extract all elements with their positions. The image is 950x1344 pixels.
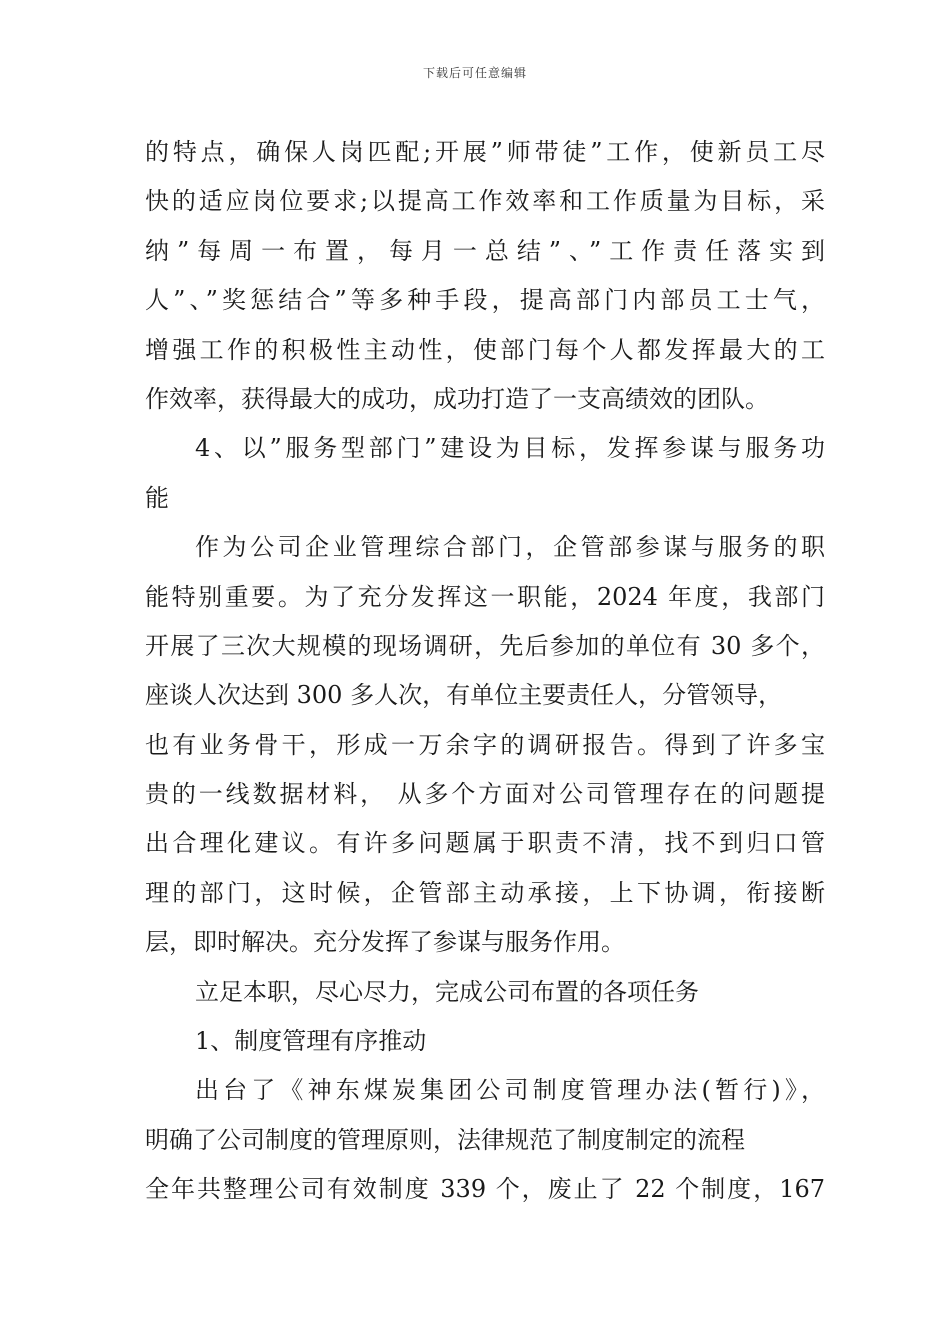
- paragraph-line: 出合理化建议。有许多问题属于职责不清，找不到归口管: [145, 829, 825, 858]
- paragraph-line: 开展了三次大规模的现场调研，先后参加的单位有 30 多个，: [145, 631, 825, 660]
- paragraph-line: 座谈人次达到 300 多人次，有单位主要责任人，分管领导，: [145, 681, 783, 710]
- paragraph-line: 纳”每周一布置，每月一总结”、”工作责任落实到: [145, 236, 825, 265]
- paragraph-line: 理的部门，这时候，企管部主动承接，上下协调，衔接断: [145, 878, 825, 907]
- section-heading-line: 4、以”服务型部门”建设为目标，发挥参谋与服务功: [195, 434, 825, 463]
- subsection-heading-line: 1、制度管理有序推动: [195, 1027, 427, 1056]
- paragraph-line: 人”、”奖惩结合”等多种手段，提高部门内部员工士气，: [145, 286, 825, 315]
- paragraph-line: 出台了《神东煤炭集团公司制度管理办法(暂行)》，: [195, 1076, 825, 1105]
- paragraph-line: 的特点，确保人岗匹配;开展”师带徒”工作，使新员工尽: [145, 138, 825, 166]
- paragraph-line: 也有业务骨干，形成一万余字的调研报告。得到了许多宝: [145, 730, 825, 759]
- paragraph-line: 快的适应岗位要求;以提高工作效率和工作质量为目标，采: [145, 187, 825, 216]
- paragraph-line: 贵的一线数据材料， 从多个方面对公司管理存在的问题提: [145, 780, 825, 809]
- paragraph-line: 明确了公司制度的管理原则，法律规范了制度制定的流程: [145, 1125, 745, 1154]
- document-body: [145, 128, 825, 1215]
- paragraph-line: 全年共整理公司有效制度 339 个，废止了 22 个制度，167: [145, 1175, 825, 1204]
- paragraph-line: 增强工作的积极性主动性，使部门每个人都发挥最大的工: [145, 335, 825, 364]
- paragraph-line: 层，即时解决。充分发挥了参谋与服务作用。: [145, 928, 625, 957]
- paragraph-line: 作效率，获得最大的成功，成功打造了一支高绩效的团队。: [145, 384, 769, 413]
- section-heading-line: 立足本职，尽心尽力，完成公司布置的各项任务: [195, 977, 699, 1006]
- paragraph-line: 作为公司企业管理综合部门，企管部参谋与服务的职: [195, 533, 825, 562]
- page-header: 下载后可任意编辑: [422, 66, 527, 80]
- paragraph-line: 能特别重要。为了充分发挥这一职能，2024 年度，我部门: [145, 582, 825, 611]
- section-heading-line: 能: [145, 483, 169, 512]
